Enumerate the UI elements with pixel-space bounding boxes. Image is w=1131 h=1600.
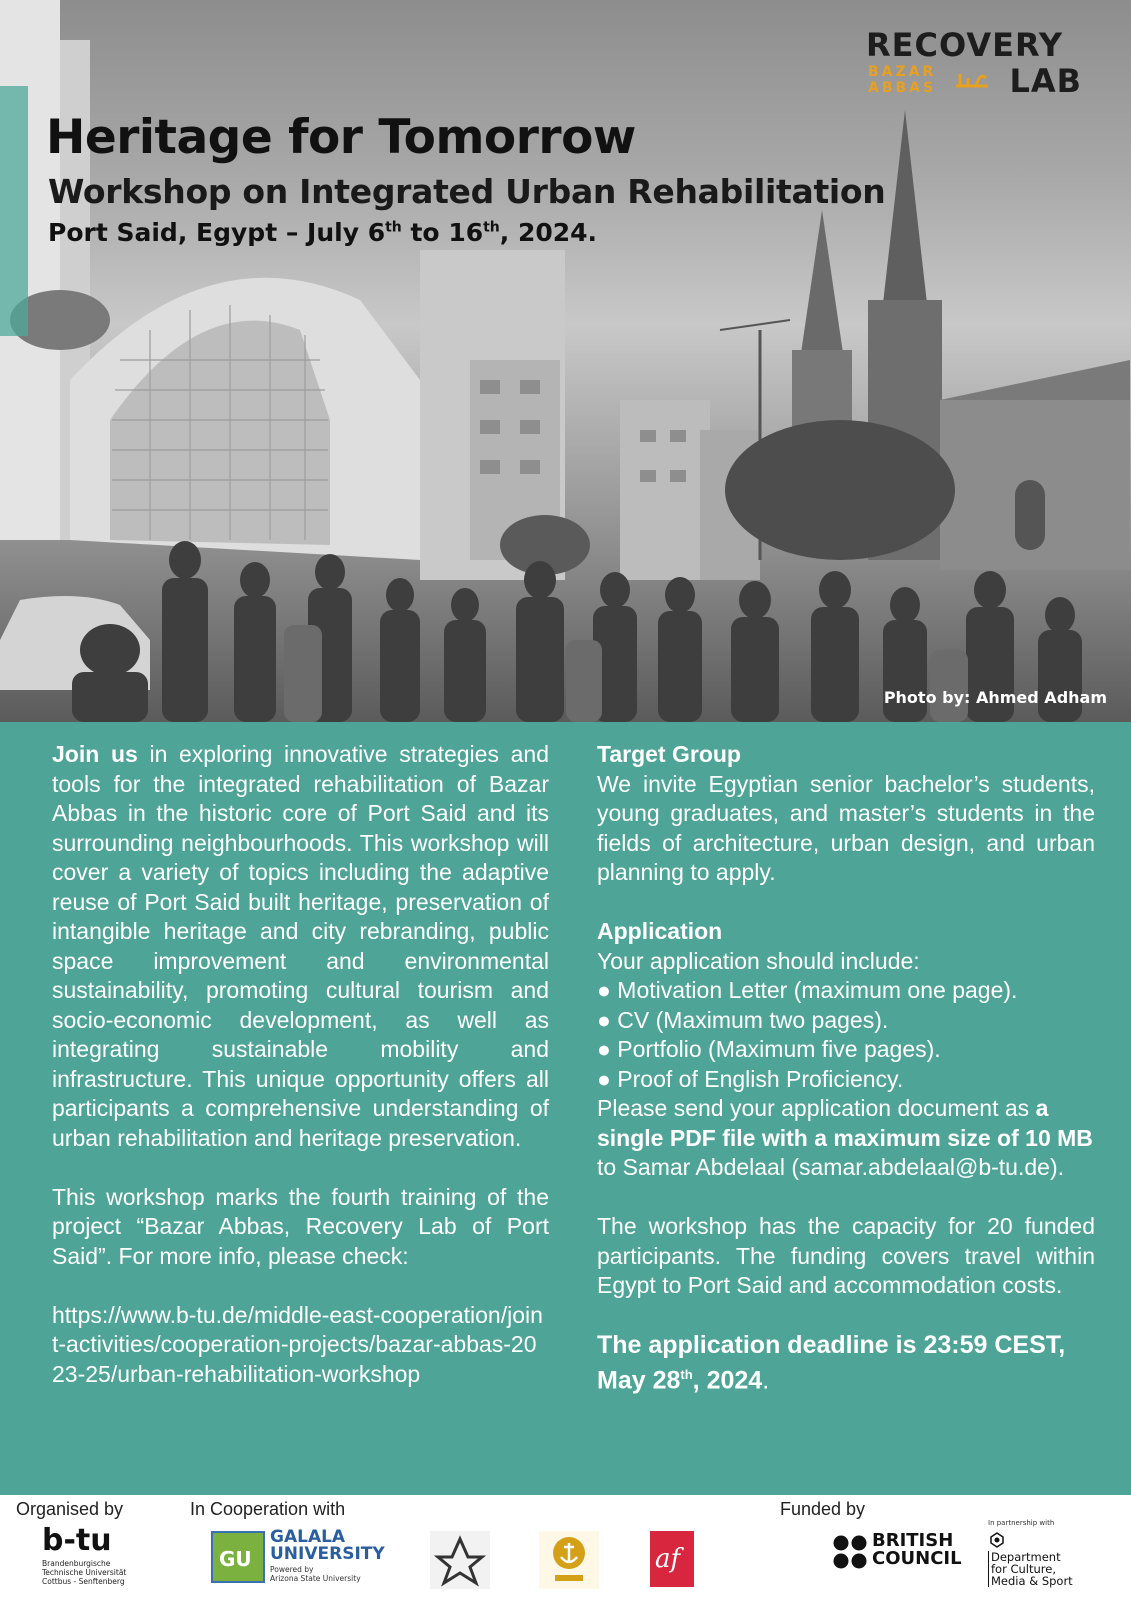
project-paragraph: This workshop marks the fourth training of the project “Bazar Abbas, Recovery Lab of Port Said”. For more info, please check:: [52, 1183, 549, 1269]
application-heading: Application: [597, 918, 723, 944]
logo-bazar-abbas: [868, 64, 936, 96]
partner-logo-anchor: [539, 1531, 599, 1589]
af-logo-text: af: [655, 1544, 681, 1574]
deadline-sup: th: [680, 1367, 693, 1382]
intro-text: in exploring innovative strategies and tools for the integrated rehabilitation of Bazar Abbas in the historic core of Port Said and its surrounding neighbourhoods. This workshop will cover a variety of topics including the adaptive reuse of Port Said built heritage, preservation of intangible heritage and city rebranding, public space improvement and environmental sustainability, promoting cultural tourism and socio-economic development, as well as integrating sustainable mobility and infrastructure. This unique opportunity offers all participants a comprehensive understanding of urban rehabilitation and heritage preservation.: [52, 741, 549, 1151]
deadline-post: , 2024: [692, 1366, 763, 1395]
list-item: ● Proof of English Proficiency.: [597, 1065, 904, 1092]
info-link[interactable]: https://www.b-tu.de/middle-east-cooperation/joint-activities/cooperation-projects/bazar-abbas-2023-25/urban-rehabilitation-workshop: [52, 1301, 543, 1387]
logo-lab-word: LAB: [1009, 62, 1082, 100]
anchor-emblem-icon: [539, 1531, 599, 1589]
bc-line-2: COUNCIL: [872, 1548, 962, 1569]
intro-bold: Join us: [52, 741, 138, 767]
deadline-end: .: [762, 1366, 770, 1395]
page-title: Heritage for Tomorrow: [46, 110, 636, 165]
galala-mark-text: GU: [219, 1547, 252, 1571]
date-sup-1: th: [385, 219, 402, 236]
bullet-text: Proof of English Proficiency.: [617, 1065, 904, 1092]
dept-line-2: for Culture,: [991, 1562, 1056, 1576]
funded-by-label: Funded by: [780, 1499, 866, 1519]
capacity-text: The workshop has the capacity for 20 funded participants. The funding covers travel within Egypt to Port Said and accommodation costs.: [597, 1213, 1095, 1298]
info-panel: [0, 722, 1131, 1495]
bullet-text: Portfolio (Maximum five pages).: [617, 1036, 941, 1062]
right-column: [597, 740, 1095, 1395]
dept-line-1: Department: [991, 1550, 1061, 1564]
star-emblem-icon: [430, 1531, 490, 1589]
cooperation-label: In Cooperation with: [190, 1499, 346, 1519]
bullet-text: Motivation Letter (maximum one page).: [617, 977, 1018, 1003]
send-instructions: [597, 1094, 1095, 1183]
bc-line-1: BRITISH: [872, 1530, 954, 1551]
galala-asu: Arizona State University: [270, 1574, 361, 1583]
recovery-lab-logo: [866, 28, 1082, 100]
dept-partnership-label: In partnership with: [988, 1519, 1055, 1527]
deadline-pre: The application deadline is 23:59 CEST, May 28: [597, 1331, 1066, 1395]
send-pre: Please send your application document as: [597, 1095, 1036, 1121]
street-scene-illustration: [0, 0, 1131, 722]
date-mid: to 16: [401, 218, 484, 247]
hero-photo: [0, 0, 1131, 722]
date-sup-2: th: [483, 219, 500, 236]
list-item: ● Motivation Letter (maximum one page).: [597, 977, 1018, 1003]
event-date: [48, 218, 597, 247]
dept-line-3: Media & Sport: [991, 1574, 1073, 1588]
footer-logos: [0, 1495, 1131, 1600]
galala-powered-by: [270, 1565, 361, 1583]
british-council-logo: [872, 1532, 962, 1568]
photo-credit: Photo by: Ahmed Adham: [883, 688, 1107, 707]
date-prefix: Port Said, Egypt – July 6: [48, 218, 386, 247]
page-subtitle: Workshop on Integrated Urban Rehabilitation: [48, 172, 886, 211]
btu-logo: b-tu: [42, 1523, 112, 1558]
partner-logo-star: [430, 1531, 490, 1589]
list-item: ● CV (Maximum two pages).: [597, 1006, 889, 1033]
btu-name: Brandenburgische Technische Universität Cottbus - Senftenberg: [42, 1559, 127, 1586]
galala-name: [270, 1529, 385, 1563]
target-group-text: We invite Egyptian senior bachelor’s students, young graduates, and master’s students in the fields of architecture, urban design, and urban planning to apply.: [597, 770, 1095, 885]
logo-bazar-word: BAZAR: [868, 64, 937, 80]
target-group-heading: Target Group: [597, 741, 741, 767]
galala-name-line-1: GALALA: [270, 1527, 346, 1547]
arabic-calligraphy-icon: [954, 66, 990, 92]
organised-by-label: Organised by: [16, 1499, 124, 1519]
british-council-dots-icon: [833, 1535, 867, 1569]
list-item: ● Portfolio (Maximum five pages).: [597, 1036, 941, 1062]
intro-paragraph: [52, 740, 549, 1153]
left-column: [52, 740, 549, 1389]
royal-crest-icon: [988, 1531, 1006, 1549]
galala-name-line-2: UNIVERSITY: [270, 1544, 385, 1564]
logo-recovery-word: RECOVERY: [866, 26, 1064, 64]
application-intro: Your application should include:: [597, 947, 920, 974]
logo-abbas-word: ABBAS: [868, 80, 937, 96]
galala-powered-label: Powered by: [270, 1565, 314, 1574]
decorative-accent-bar: [0, 86, 28, 336]
date-suffix: , 2024.: [499, 218, 598, 247]
send-bold: a single PDF file with a maximum size of 10 MB: [597, 1095, 1093, 1151]
galala-logo-mark: [211, 1531, 265, 1583]
alliance-francaise-logo: [650, 1531, 694, 1587]
dcms-logo: [988, 1551, 1073, 1587]
send-post: to Samar Abdelaal (samar.abdelaal@b-tu.de).: [597, 1154, 1064, 1180]
deadline-text: [597, 1330, 1095, 1395]
bullet-text: CV (Maximum two pages).: [617, 1006, 889, 1033]
